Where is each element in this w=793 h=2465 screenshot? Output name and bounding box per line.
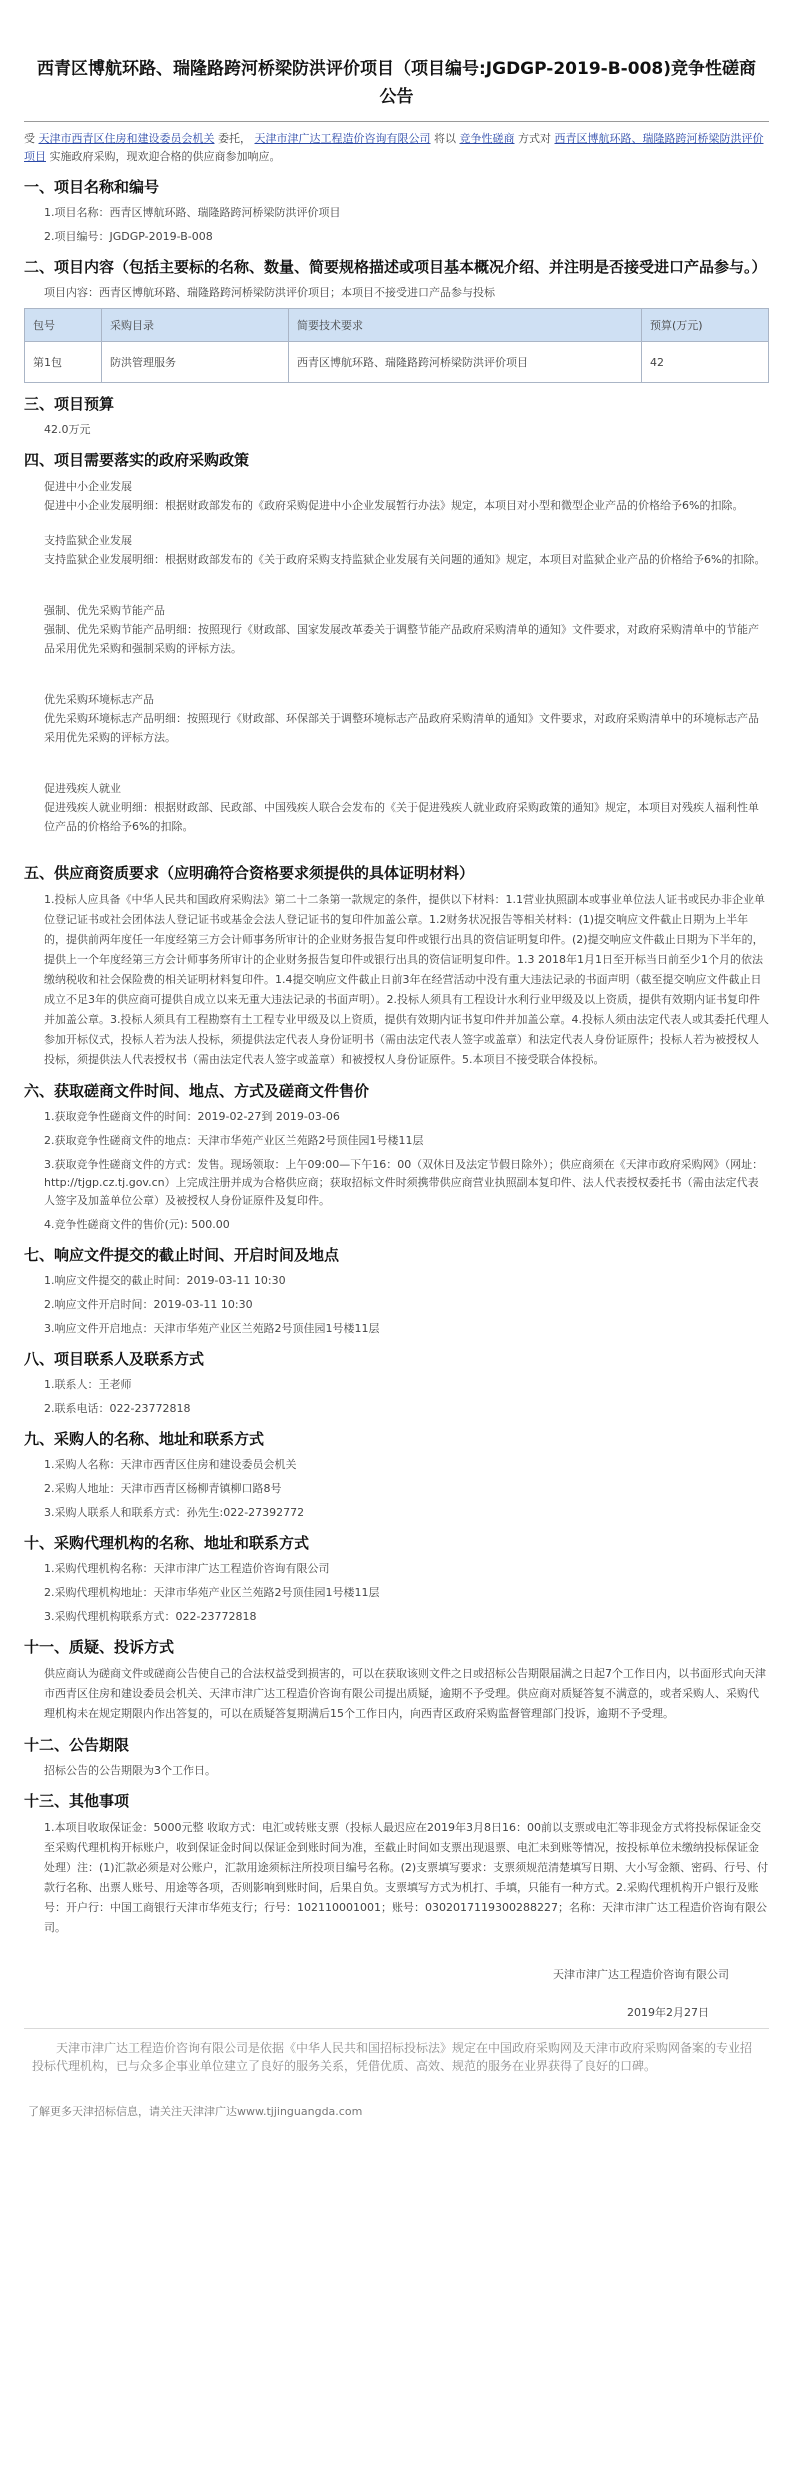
buyer-link[interactable]: 天津市西青区住房和建设委员会机关	[38, 132, 215, 145]
policy-title: 促进残疾人就业	[44, 782, 121, 795]
package-table	[24, 308, 769, 383]
qualification-text: 1.投标人应具备《中华人民共和国政府采购法》第二十二条第一款规定的条件，提供以下材料：1.1营业执照副本或事业单位法人证书或民办非企业单位登记证书或社会团体法人登记证书或基金会法人登记证书的复印件加盖公章。1.2财务状况报告等相关材料：(1)提交响应文件截止日期为上半年的，提供前两年度任一年度经第三方会计师事务所审计的企业财务报告复印件或银行出具的资信证明复印件。(2)提交响应文件截止日期为下半年的，提供上一个年度经第三方会计师事务所审计的企业财务报告复印件或银行出具的资信证明复印件。1.3 2018年1月1日至开标当日前至少1个月的依法缴纳税收和社会保险费的相关证明材料复印件。1.4提交响应文件截止日前3年在经营活动中没有重大违法记录的书面声明（截至提交响应文件截止日成立不足3年的供应商可提供自成立以来无重大违法记录的书面声明）。2.投标人须具有工程设计水利行业甲级及以上资质，提供有效期内证书复印件并加盖公章。3.投标人须具有工程勘察有土工程专业甲级及以上资质，提供有效期内证书复印件并加盖公章。4.投标人须由法定代表人或其委托代理人参加开标仪式，投标人若为法人投标，须提供法定代表人身份证明书（需由法定代表人签字或盖章）和法定代表人身份证原件；投标人若为被授权人投标，须提供法人代表授权书（需由法定代表人签字或盖章）和被授权人身份证原件。5.本项目不接受联合体投标。	[44, 893, 769, 1066]
section-heading: 十二、公告期限	[24, 1736, 130, 1754]
open-time: 2.响应文件开启时间：2019-03-11 10:30	[44, 1298, 253, 1311]
section-heading: 一、项目名称和编号	[24, 178, 160, 196]
project-content: 项目内容：西青区博航环路、瑞隆路跨河桥梁防洪评价项目；本项目不接受进口产品参与投标	[44, 286, 495, 299]
intro-text: 方式对	[518, 132, 551, 145]
method-link[interactable]: 竞争性磋商	[459, 132, 515, 145]
intro-text: 实施政府采购，现欢迎合格的供应商参加响应。	[49, 150, 281, 163]
table-cell: 西青区博航环路、瑞隆路跨河桥梁防洪评价项目	[289, 342, 642, 383]
page-title: 西青区博航环路、瑞隆路跨河桥梁防洪评价项目（项目编号:JGDGP-2019-B-008)竞争性磋商公告	[37, 59, 756, 107]
submit-deadline: 1.响应文件提交的截止时间：2019-03-11 10:30	[44, 1274, 286, 1287]
company-footnote: 天津市津广达工程造价咨询有限公司是依据《中华人民共和国招标投标法》规定在中国政府采购网及天津市政府采购网备案的专业招投标代理机构，已与众多企事业单位建立了良好的服务关系，凭借优质、高效、规范的服务在业界获得了良好的口碑。	[32, 2041, 753, 2073]
policy-text: 优先采购环境标志产品明细：按照现行《财政部、环保部关于调整环境标志产品政府采购清单的通知》文件要求，对政府采购清单中的环境标志产品采用优先采购的评标方法。	[44, 712, 759, 744]
other-matters: 1.本项目收取保证金：5000元整 收取方式：电汇或转账支票（投标人最迟应在2019年3月8日16：00前以支票或电汇等非现金方式将投标保证金交至采购代理机构开标账户，收到保证金时间以保证金到账时间为准，至截止时间如支票出现退票、电汇未到账等情况，按投标单位未缴纳投标保证金处理）注：(1)汇款必须是对公账户，汇款用途须标注所投项目编号名称。(2)支票填写要求：支票须规范清楚填写日期、大小写金额、密码、行号、付款行名称、出票人账号、用途等各项，否则影响到账时间，后果自负。支票填写方式为机打、手填，只能有一种方式。2.采购代理机构开户银行及账号：开户行：中国工商银行天津市华苑支行；行号：102110001001；账号：0302017119300288227；名称：天津市津广达工程造价咨询有限公司。	[44, 1821, 769, 1934]
table-cell: 防洪管理服务	[102, 342, 289, 383]
section-heading: 六、获取磋商文件时间、地点、方式及磋商文件售价	[24, 1082, 370, 1100]
announcement-page	[24, 0, 769, 2119]
title-divider	[24, 121, 769, 122]
doc-location: 2.获取竞争性磋商文件的地点：天津市华苑产业区兰苑路2号顶佳园1号楼11层	[44, 1134, 424, 1147]
table-cell: 第1包	[25, 342, 102, 383]
intro-text: 将以	[434, 132, 456, 145]
policy-text: 促进中小企业发展明细：根据财政部发布的《政府采购促进中小企业发展暂行办法》规定，本项目对小型和微型企业产品的价格给予6%的扣除。	[44, 499, 744, 512]
table-header-row	[25, 309, 769, 342]
section-heading: 四、项目需要落实的政府采购政策	[24, 451, 250, 469]
contact-phone: 2.联系电话：022-23772818	[44, 1402, 191, 1415]
section-heading: 三、项目预算	[24, 395, 115, 413]
column-header: 包号	[25, 309, 102, 342]
intro-paragraph	[24, 130, 769, 166]
section-heading: 二、项目内容（包括主要标的名称、数量、简要规格描述或项目基本概况介绍、并注明是否接受进口产品参与。）	[24, 258, 767, 276]
footer-divider	[24, 2028, 769, 2029]
agency-contact: 3.采购代理机构联系方式：022-23772818	[44, 1610, 257, 1623]
column-header: 预算(万元)	[642, 309, 769, 342]
section-heading: 十三、其他事项	[24, 1792, 130, 1810]
policy-title: 优先采购环境标志产品	[44, 693, 154, 706]
intro-text: 委托，	[218, 132, 251, 145]
buyer-contact: 3.采购人联系人和联系方式：孙先生:022-27392772	[44, 1506, 305, 1519]
column-header: 采购目录	[102, 309, 289, 342]
section-heading: 八、项目联系人及联系方式	[24, 1350, 205, 1368]
open-location: 3.响应文件开启地点：天津市华苑产业区兰苑路2号顶佳园1号楼11层	[44, 1322, 380, 1335]
agency-link[interactable]: 天津市津广达工程造价咨询有限公司	[254, 132, 431, 145]
intro-text: 受	[24, 132, 35, 145]
table-cell: 42	[642, 342, 769, 383]
policy-title: 支持监狱企业发展	[44, 534, 132, 547]
policy-text: 强制、优先采购节能产品明细：按照现行《财政部、国家发展改革委关于调整节能产品政府采购清单的通知》文件要求，对政府采购清单中的节能产品采用优先采购和强制采购的评标方法。	[44, 623, 759, 655]
doc-method: 3.获取竞争性磋商文件的方式：发售。现场领取：上午09:00—下午16：00（双休日及法定节假日除外）；供应商须在《天津市政府采购网》（网址：http://tjgp.cz.tj.gov.cn）上完成注册并成为合格供应商；获取招标文件时须携带供应商营业执照副本复印件、法人代表授权委托书（需由法定代表人签字及加盖单位公章）及被授权人身份证原件及复印件。	[44, 1158, 764, 1207]
section-heading: 九、采购人的名称、地址和联系方式	[24, 1430, 265, 1448]
doc-price: 4.竞争性磋商文件的售价(元): 500.00	[44, 1218, 230, 1231]
agency-name: 1.采购代理机构名称：天津市津广达工程造价咨询有限公司	[44, 1562, 330, 1575]
policy-text: 支持监狱企业发展明细：根据财政部发布的《关于政府采购支持监狱企业发展有关问题的通知》规定，本项目对监狱企业产品的价格给予6%的扣除。	[44, 553, 766, 566]
policy-title: 促进中小企业发展	[44, 480, 132, 493]
project-name: 1.项目名称：西青区博航环路、瑞隆路跨河桥梁防洪评价项目	[44, 206, 341, 219]
section-heading: 七、响应文件提交的截止时间、开启时间及地点	[24, 1246, 340, 1264]
project-link[interactable]: 西青区博航环路、瑞隆路跨河桥梁防洪评价项目	[24, 132, 764, 163]
section-heading: 五、供应商资质要求（应明确符合资格要求须提供的具体证明材料）	[24, 864, 475, 882]
policy-title: 强制、优先采购节能产品	[44, 604, 165, 617]
signature-org: 天津市津广达工程造价咨询有限公司	[553, 1968, 729, 1981]
column-header: 简要技术要求	[289, 309, 642, 342]
complaint-text: 供应商认为磋商文件或磋商公告使自己的合法权益受到损害的，可以在获取该则文件之日或招标公告期限届满之日起7个工作日内，以书面形式向天津市西青区住房和建设委员会机关、天津市津广达工程造价咨询有限公司提出质疑，逾期不予受理。供应商对质疑答复不满意的，或者采购人、采购代理机构未在规定期限内作出答复的，可以在质疑答复期满后15个工作日内，向西青区政府采购监督管理部门投诉，逾期不予受理。	[44, 1667, 766, 1720]
buyer-name: 1.采购人名称：天津市西青区住房和建设委员会机关	[44, 1458, 297, 1471]
buyer-address: 2.采购人地址：天津市西青区杨柳青镇柳口路8号	[44, 1482, 282, 1495]
doc-time: 1.获取竞争性磋商文件的时间：2019-02-27到 2019-03-06	[44, 1110, 340, 1123]
section-heading: 十、采购代理机构的名称、地址和联系方式	[24, 1534, 310, 1552]
signature-date: 2019年2月27日	[627, 2006, 709, 2019]
project-number: 2.项目编号：JGDGP-2019-B-008	[44, 230, 213, 243]
agency-address: 2.采购代理机构地址：天津市华苑产业区兰苑路2号顶佳园1号楼11层	[44, 1586, 380, 1599]
more-info-link[interactable]: 了解更多天津招标信息，请关注天津津广达www.tjjinguangda.com	[28, 2105, 363, 2118]
section-heading: 十一、质疑、投诉方式	[24, 1638, 175, 1656]
policy-text: 促进残疾人就业明细：根据财政部、民政部、中国残疾人联合会发布的《关于促进残疾人就业政府采购政策的通知》规定，本项目对残疾人福利性单位产品的价格给予6%的扣除。	[44, 801, 759, 833]
budget-value: 42.0万元	[44, 423, 91, 436]
contact-person: 1.联系人：王老师	[44, 1378, 132, 1391]
notice-period: 招标公告的公告期限为3个工作日。	[44, 1764, 216, 1777]
table-row	[25, 342, 769, 383]
